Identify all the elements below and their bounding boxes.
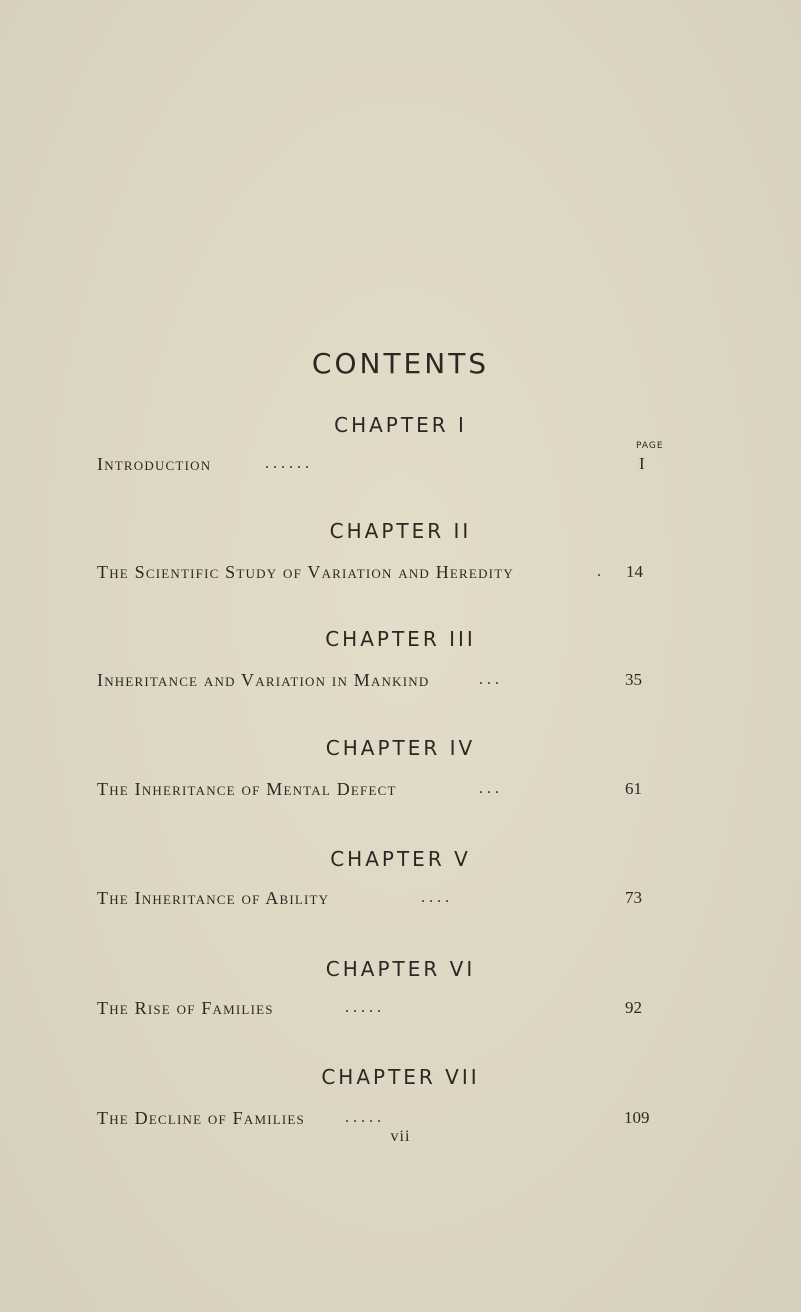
toc-entry-page: 14 (626, 562, 643, 581)
chapter-heading: CHAPTER V (330, 847, 471, 871)
toc-entry[interactable] (97, 452, 697, 478)
toc-entry[interactable] (97, 996, 697, 1022)
chapter-heading: CHAPTER VII (321, 1065, 480, 1089)
toc-entry[interactable] (97, 777, 697, 803)
toc-entry-page: I (639, 454, 645, 473)
page-folio: vii (390, 1128, 411, 1145)
leader-dots: . . . . (421, 889, 449, 906)
page-column-label: PAGE (636, 441, 664, 451)
toc-entry-page: 92 (625, 998, 642, 1017)
toc-entry-page: 109 (624, 1108, 650, 1127)
toc-entry-title: The Inheritance of Mental Defect (97, 779, 397, 799)
leader-dots: . . . (479, 671, 499, 688)
toc-entry-page: 61 (625, 779, 642, 798)
chapter-heading: CHAPTER I (334, 413, 467, 437)
toc-entry[interactable] (97, 560, 697, 586)
toc-entry-title: The Scientific Study of Variation and Heredity (97, 562, 514, 582)
chapter-heading: CHAPTER II (329, 519, 472, 543)
chapter-heading: CHAPTER III (325, 627, 476, 651)
toc-entry-title: Introduction (97, 454, 212, 474)
toc-entry-title: Inheritance and Variation in Mankind (97, 670, 430, 690)
leader-dots: . . . . . (345, 1109, 381, 1126)
toc-entry-title: The Inheritance of Ability (97, 888, 330, 908)
leader-dots: . (597, 563, 601, 580)
leader-dots: . . . (479, 780, 499, 797)
toc-entry-title: The Rise of Families (97, 998, 274, 1018)
chapter-heading: CHAPTER IV (325, 736, 476, 760)
leader-dots: . . . . . . (265, 455, 309, 472)
toc-entry-page: 35 (625, 670, 642, 689)
toc-entry[interactable] (97, 886, 697, 912)
toc-entry[interactable] (97, 668, 697, 694)
toc-entry-page: 73 (625, 888, 642, 907)
page-title: CONTENTS (311, 347, 490, 380)
leader-dots: . . . . . (345, 999, 381, 1016)
toc-entry-title: The Decline of Families (97, 1108, 305, 1128)
chapter-heading: CHAPTER VI (325, 957, 476, 981)
